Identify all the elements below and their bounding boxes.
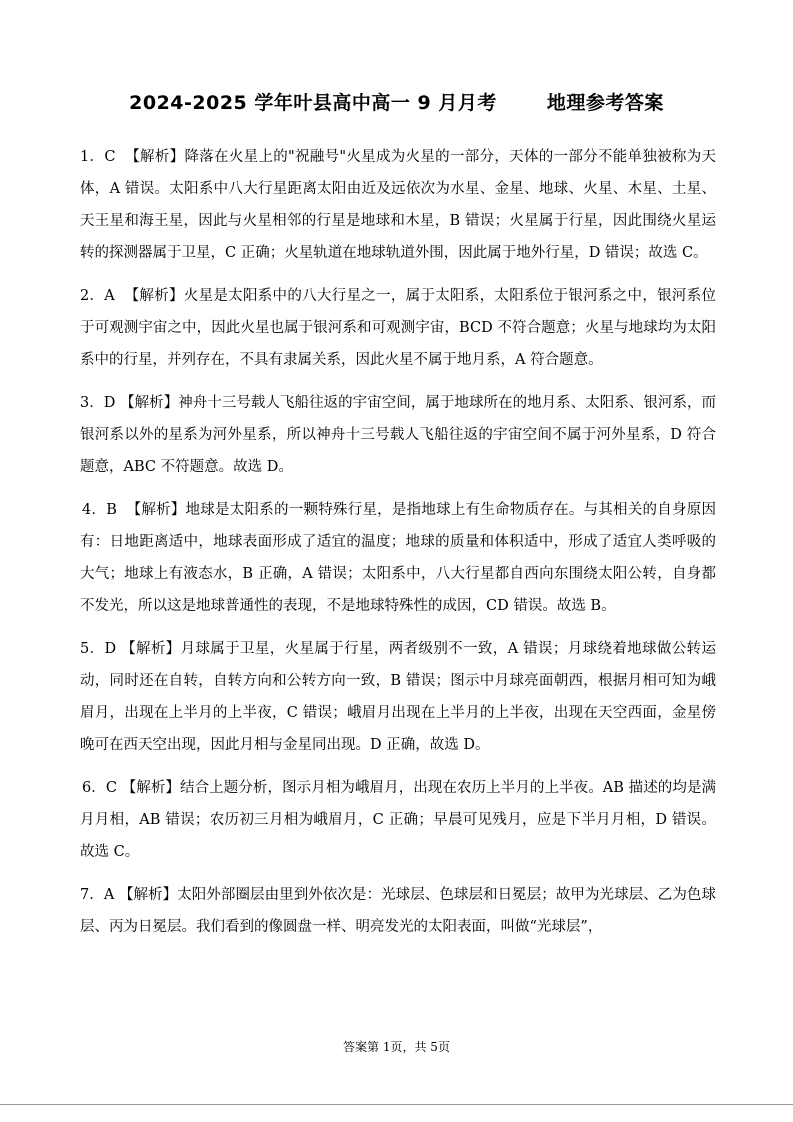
answer-number: 7．A	[80, 887, 115, 903]
answer-text: 火星是太阳系中的八大行星之一，属于太阳系，太阳系位于银河系之中，银河系位于可观测宇宙之中，因此火星也属于银河系和可观测宇宙，BCD 不符合题意；火星与地球均为太阳系中的行星，并列存在，不具有隶属关系，因此火星不属于地月系，A 符合题意。	[80, 288, 717, 368]
answer-item-3	[80, 387, 716, 483]
analysis-tag: 【解析】	[124, 288, 184, 304]
answer-item-4	[80, 494, 716, 622]
analysis-tag: 【解析】	[121, 780, 181, 796]
bottom-divider	[0, 1104, 793, 1105]
answer-item-6	[80, 772, 716, 868]
analysis-tag: 【解析】	[126, 502, 186, 518]
page-footer: 答案第 1页，共 5页	[343, 1040, 450, 1054]
answer-item-2	[80, 280, 716, 376]
answer-item-7	[80, 879, 716, 943]
answer-text: 太阳外部圈层由里到外依次是：光球层、色球层和日冕层；故甲为光球层、乙为色球层、丙为日冕层。我们看到的像圆盘一样、明亮发光的太阳表面，叫做“光球层”，	[80, 887, 716, 935]
answer-item-5	[80, 633, 716, 761]
analysis-tag: 【解析】	[121, 641, 181, 657]
answer-number: 1．C	[80, 149, 116, 165]
answer-number: 3．D	[80, 395, 116, 411]
answer-number: 2．A	[80, 288, 115, 304]
answer-text: 神舟十三号载人飞船往返的宇宙空间，属于地球所在的地月系、太阳系、银河系，而银河系以外的星系为河外星系，所以神舟十三号载人飞船往返的宇宙空间不属于河外星系，D 符合题意，ABC 不符题意。故选 D。	[80, 395, 717, 475]
title-exam-name: 2024-2025 学年叶县高中高一 9 月月考	[129, 92, 497, 114]
answer-number: 6．C	[82, 780, 117, 796]
answer-list	[80, 141, 716, 954]
answer-text: 结合上题分析，图示月相为峨眉月，出现在农历上半月的上半夜。AB 描述的均是满月月相，AB 错误；农历初三月相为峨眉月，C 正确；早晨可见残月，应是下半月月相，D 错误。故选 C。	[80, 780, 717, 860]
page-title	[0, 88, 793, 115]
answer-text: 月球属于卫星，火星属于行星，两者级别不一致，A 错误；月球绕着地球做公转运动，同时还在自转，自转方向和公转方向一致，B 错误；图示中月球亮面朝西，根据月相可知为峨眉月，出现在上半月的上半夜，C 错误；峨眉月出现在上半月的上半夜，出现在天空西面，金星傍晚可在西天空出现，因此月相与金星同出现。D 正确，故选 D。	[80, 641, 717, 753]
answer-number: 4．B	[82, 502, 117, 518]
answer-text: 降落在火星上的"祝融号"火星成为火星的一部分，天体的一部分不能单独被称为天体，A 错误。太阳系中八大行星距离太阳由近及远依次为水星、金星、地球、火星、木星、土星、天王星和海王星，因此与火星相邻的行星是地球和木星，B 错误；火星属于行星，因此围绕火星运转的探测器属于卫星，C 正确；火星轨道在地球轨道外围，因此属于地外行星，D 错误；故选 C。	[80, 149, 717, 261]
title-subject: 地理参考答案	[546, 92, 664, 114]
answer-item-1	[80, 141, 716, 269]
analysis-tag: 【解析】	[125, 149, 185, 165]
analysis-tag: 【解析】	[119, 887, 178, 903]
answer-text: 地球是太阳系的一颗特殊行星，是指地球上有生命物质存在。与其相关的自身原因有：日地距离适中，地球表面形成了适宜的温度；地球的质量和体积适中，形成了适宜人类呼吸的大气；地球上有液态水，B 正确，A 错误；太阳系中，八大行星都自西向东围绕太阳公转，自身都不发光，所以这是地球普通性的表现，不是地球特殊性的成因，CD 错误。故选 B。	[80, 502, 717, 614]
answer-number: 5．D	[80, 641, 117, 657]
analysis-tag: 【解析】	[120, 395, 179, 411]
